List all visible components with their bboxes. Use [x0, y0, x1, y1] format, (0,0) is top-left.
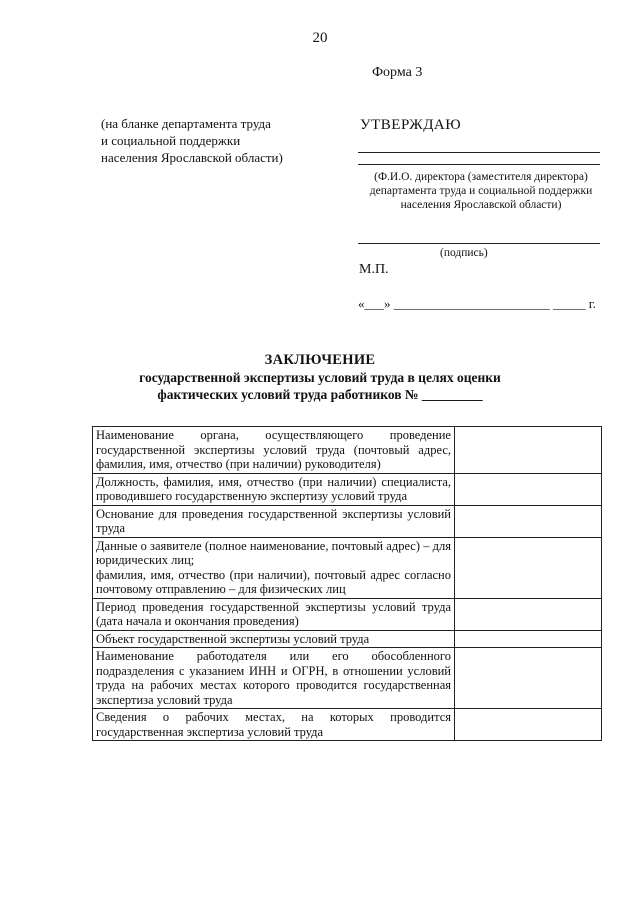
stamp-label: М.П. — [359, 262, 389, 277]
letterhead-note — [101, 115, 283, 166]
letterhead-note-line: и социальной поддержки — [101, 133, 241, 148]
row-value — [455, 648, 602, 709]
approval-date: «___» ________________________ _____ г. — [358, 296, 596, 311]
subtitle-line: фактических условий труда работников № _________ — [157, 387, 483, 402]
letterhead-note-line: (на бланке департамента труда — [101, 116, 271, 131]
table-row — [93, 598, 602, 630]
signature-line — [358, 243, 600, 244]
row-value — [455, 598, 602, 630]
row-label: Наименование работодателя или его обособленного подразделения с указанием ИНН и ОГРН, в отношении условий труда на рабочих местах которого проводится государственная экспертиза условий труда — [96, 649, 451, 707]
row-label: Объект государственной экспертизы условий труда — [96, 631, 370, 646]
row-label: Должность, фамилия, имя, отчество (при наличии) специалиста, проводившего государственную экспертизу условий труда — [96, 474, 451, 503]
form-label: Форма 3 — [372, 65, 423, 80]
table-row — [93, 630, 602, 648]
table-row — [93, 473, 602, 505]
row-label: Сведения о рабочих местах, на которых проводится государственная экспертиза условий труда — [96, 710, 451, 739]
table-row — [93, 505, 602, 537]
row-value — [455, 709, 602, 741]
row-label: Период проведения государственной экспертизы условий труда (дата начала и окончания проведения) — [96, 599, 451, 628]
signer-caption: (Ф.И.О. директора (заместителя директора) департамента труда и социальной поддержки населения Ярославской области) — [369, 171, 593, 211]
row-value — [455, 505, 602, 537]
row-value — [455, 537, 602, 598]
document-subtitle — [0, 369, 640, 403]
row-label: Данные о заявителе (полное наименование, почтовый адрес) – для юридических лиц; фамилия, имя, отчество (при наличии), почтовый адрес согласно почтовому отправлению – для физических лиц — [96, 538, 451, 596]
table-row — [93, 709, 602, 741]
signature-caption: (подпись) — [440, 247, 488, 259]
row-label: Основание для проведения государственной экспертизы условий труда — [96, 506, 451, 535]
row-label: Наименование органа, осуществляющего проведение государственной экспертизы условий труда (почтовый адрес, фамилия, имя, отчество (при наличии) руководителя) — [96, 428, 451, 471]
document-title: ЗАКЛЮЧЕНИЕ — [264, 352, 376, 368]
letterhead-note-line: населения Ярославской области) — [101, 150, 283, 165]
conclusion-table — [92, 426, 602, 741]
signer-name-line-2 — [358, 164, 600, 165]
page-number: 20 — [312, 30, 328, 46]
table-row — [93, 537, 602, 598]
signer-name-line — [358, 152, 600, 153]
approval-heading: УТВЕРЖДАЮ — [360, 117, 462, 133]
subtitle-line: государственной экспертизы условий труда в целях оценки — [139, 370, 501, 385]
table-row — [93, 427, 602, 474]
row-value — [455, 427, 602, 474]
row-value — [455, 630, 602, 648]
table-row — [93, 648, 602, 709]
row-value — [455, 473, 602, 505]
